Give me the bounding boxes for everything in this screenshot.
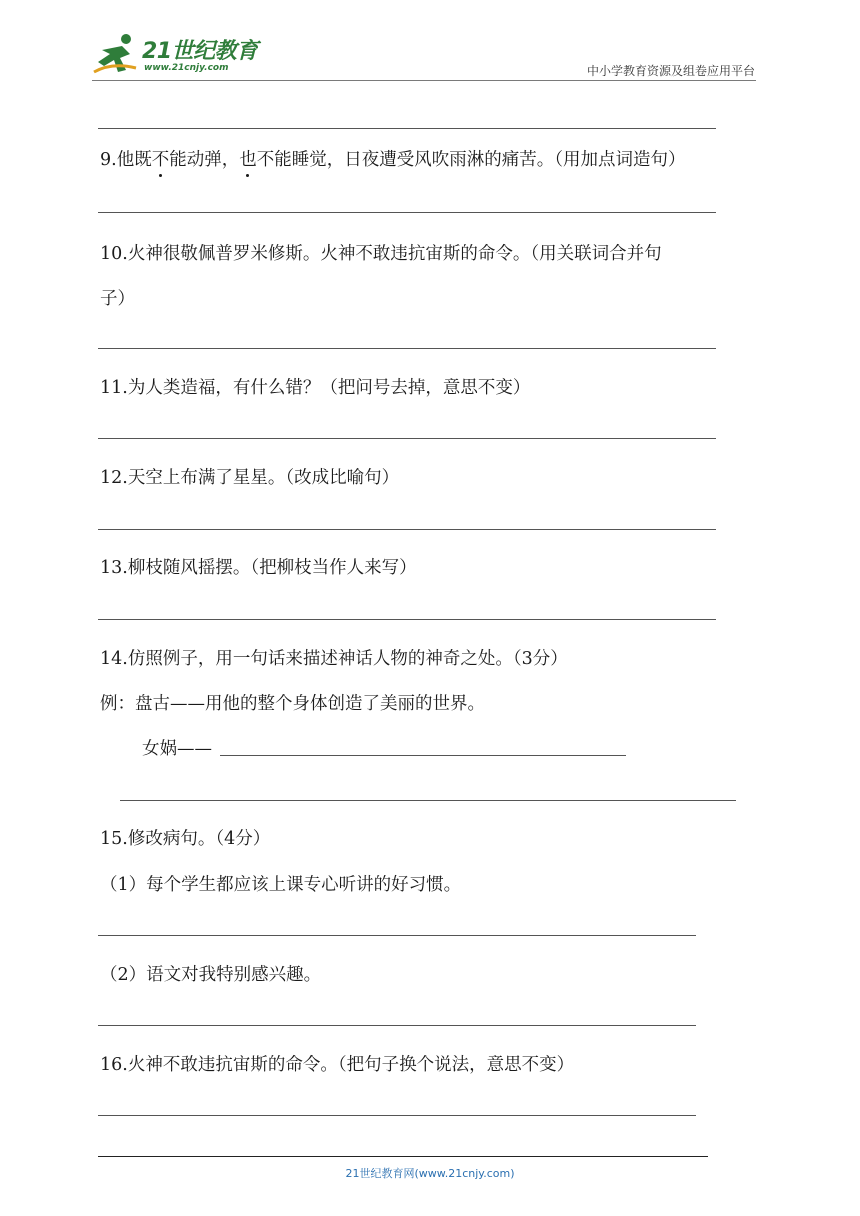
q9-text-start: 9.他既 [100,150,152,170]
answer-line-q13 [98,619,716,620]
question-11: 11.为人类造福，有什么错？（把问号去掉，意思不变） [100,378,531,398]
answer-line-q10 [98,348,716,349]
answer-line-q15-2 [98,1025,696,1026]
q9-dotted-word-1: 不 [152,146,170,171]
question-13: 13.柳枝随风摇摆。（把柳枝当作人来写） [100,558,417,578]
header-tagline: 中小学教育资源及组卷应用平台 [586,64,755,78]
footer-divider [98,1156,708,1157]
question-9 [100,146,685,171]
question-16: 16.火神不敢违抗宙斯的命令。（把句子换个说法，意思不变） [100,1055,575,1075]
question-10-line-2: 子） [100,289,135,309]
answer-line-q14-b [120,800,736,801]
page-header [0,0,860,90]
logo-text: 21世纪教育 [142,39,258,64]
q9-text-end: 不能睡觉，日夜遭受风吹雨淋的痛苦。（用加点词造句） [256,150,686,170]
page-footer: 21世纪教育网(www.21cnjy.com) [345,1167,515,1180]
question-10-line-1: 10.火神很敬佩普罗米修斯。火神不敢违抗宙斯的命令。（用关联词合并句 [100,244,662,264]
logo-url: www.21cnjy.com [144,63,229,73]
q14-prompt: 女娲—— [142,739,212,759]
answer-line-q15-1 [98,935,696,936]
answer-line-q14-a [220,755,626,756]
site-logo [92,30,262,80]
answer-line-q9 [98,212,716,213]
q9-text-mid: 能动弹， [169,150,240,170]
question-15: 15.修改病句。（4分） [100,829,271,849]
runner-logo-icon [92,32,140,76]
question-12: 12.天空上布满了星星。（改成比喻句） [100,468,400,488]
header-divider [92,80,756,81]
q15-item-2: （2）语文对我特别感兴趣。 [100,965,322,985]
q9-dotted-word-2: 也 [239,146,257,171]
q15-item-1: （1）每个学生都应该上课专心听讲的好习惯。 [100,875,462,895]
answer-line-q11 [98,438,716,439]
answer-line-q16 [98,1115,696,1116]
question-14: 14.仿照例子，用一句话来描述神话人物的神奇之处。（3分） [100,649,568,669]
answer-line-q12 [98,529,716,530]
q14-example: 例：盘古——用他的整个身体创造了美丽的世界。 [100,694,485,714]
answer-line [98,128,716,129]
